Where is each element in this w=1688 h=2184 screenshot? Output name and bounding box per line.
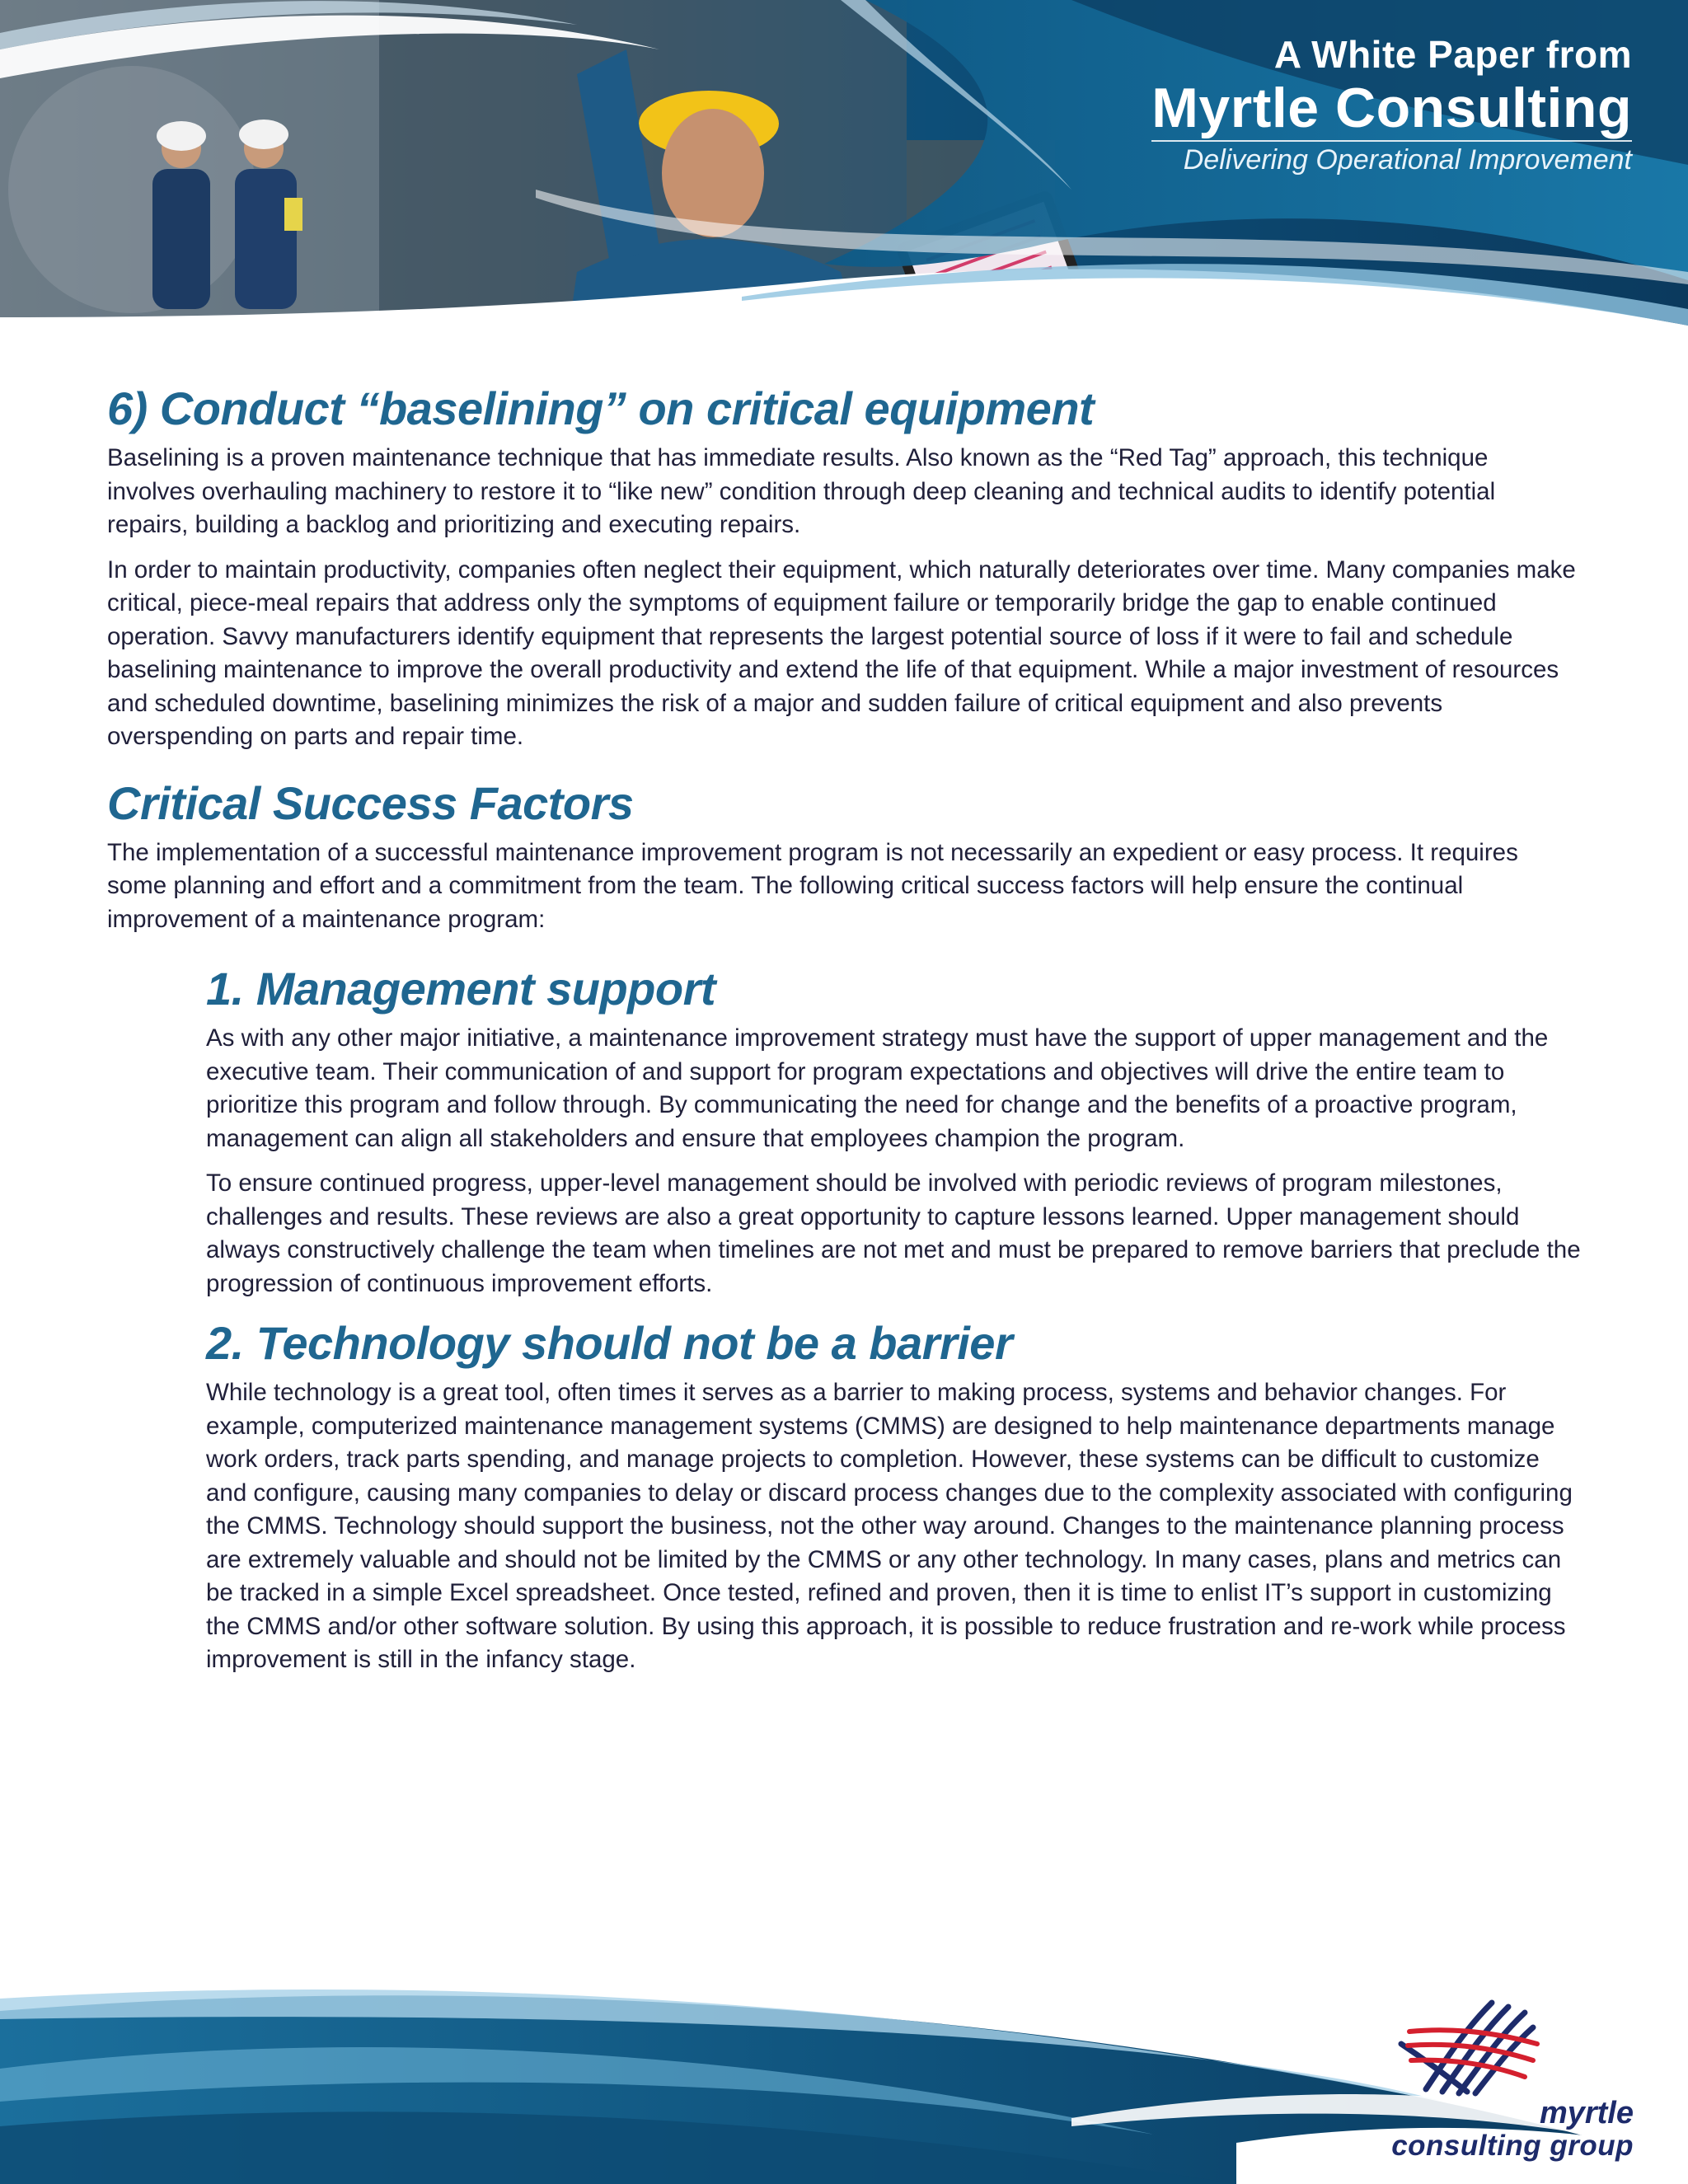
factor-heading: 2. Technology should not be a barrier bbox=[206, 1317, 1013, 1369]
paragraph: Baselining is a proven maintenance technique that has immediate results. Also known as the “Red Tag” approach, this technique involves overhauling machinery to restore it to “like new” condition through deep cleaning and technical audits to identify potential repairs, building a backlog and prioritizing and executing repairs. bbox=[107, 444, 1496, 538]
logo-name: myrtle bbox=[1539, 2096, 1634, 2130]
document-body bbox=[107, 381, 1582, 1692]
paragraph: While technology is a great tool, often times it serves as a barrier to making process, systems and behavior changes. For example, computerized maintenance management systems (CMMS) are designed to help maintenance departments manage work orders, track parts spending, and manage projects to completion. However, these systems can be difficult to customize and configure, causing many companies to delay or discard process changes due to the complexity associated with configuring the CMMS. Technology should support the business, not the other way around. Changes to the maintenance planning process are extremely valuable and should not be limited by the CMMS or any other technology. In many cases, plans and metrics can be tracked in a simple Excel spreadsheet. Once tested, refined and proven, then it is time to enlist IT’s support in customizing the CMMS and/or other software solution. By using this approach, it is possible to reduce frustration and re-work while process improvement is still in the infancy stage. bbox=[206, 1379, 1573, 1673]
paragraph: To ensure continued progress, upper-level management should be involved with periodic reviews of program milestones, challenges and results. These reviews are also a great opportunity to capture lessons learned. Upper management should always constructively challenge the team when timelines are not met and must be prepared to remove barriers that preclude the progression of continuous improvement efforts. bbox=[206, 1169, 1581, 1297]
section-baselining bbox=[107, 381, 1582, 754]
header-titles bbox=[1151, 31, 1632, 176]
company-tagline: Delivering Operational Improvement bbox=[1151, 140, 1632, 176]
header-banner bbox=[0, 0, 1688, 330]
success-factors-list bbox=[206, 961, 1582, 1677]
myrtle-logo bbox=[1352, 1994, 1648, 2162]
paragraph: As with any other major initiative, a maintenance improvement strategy must have the support of upper management and the executive team. Their communication of and support for program expectations and objectives will drive the entire team to prioritize this program and follow through. By communicating the need for change and the benefits of a proactive program, management can align all stakeholders and ensure that employees champion the program. bbox=[206, 1024, 1549, 1152]
section-critical-success-factors bbox=[107, 776, 1582, 937]
factor-technology bbox=[206, 1315, 1582, 1677]
paragraph: In order to maintain productivity, companies often neglect their equipment, which naturally deteriorates over time. Many companies make critical, piece-meal repairs that address only the symptoms of equipment failure or temporarily bridge the gap to enable continued operation. Savvy manufacturers identify equipment that represents the largest potential source of loss if it were to fail and schedule baselining maintenance to improve the overall productivity and extend the life of that equipment. While a major investment of resources and scheduled downtime, baselining minimizes the risk of a major and sudden failure of critical equipment and also prevents overspending on parts and repair time. bbox=[107, 555, 1576, 750]
company-title: Myrtle Consulting bbox=[1151, 77, 1632, 139]
white-paper-label: A White Paper from bbox=[1273, 33, 1632, 76]
paragraph: The implementation of a successful maintenance improvement program is not necessarily an expedient or easy process. It requires some planning and effort and a commitment from the team. The following critical success factors will help ensure the continual improvement of a maintenance program: bbox=[107, 838, 1518, 933]
factor-heading: 1. Management support bbox=[206, 963, 716, 1015]
logo-text bbox=[1391, 2097, 1634, 2163]
section-heading: Critical Success Factors bbox=[107, 776, 634, 829]
factor-management-support bbox=[206, 961, 1582, 1301]
section-heading: 6) Conduct “baselining” on critical equipment bbox=[107, 382, 1095, 434]
logo-group: consulting group bbox=[1391, 2130, 1634, 2162]
logo-mark-icon bbox=[1393, 1994, 1574, 2102]
